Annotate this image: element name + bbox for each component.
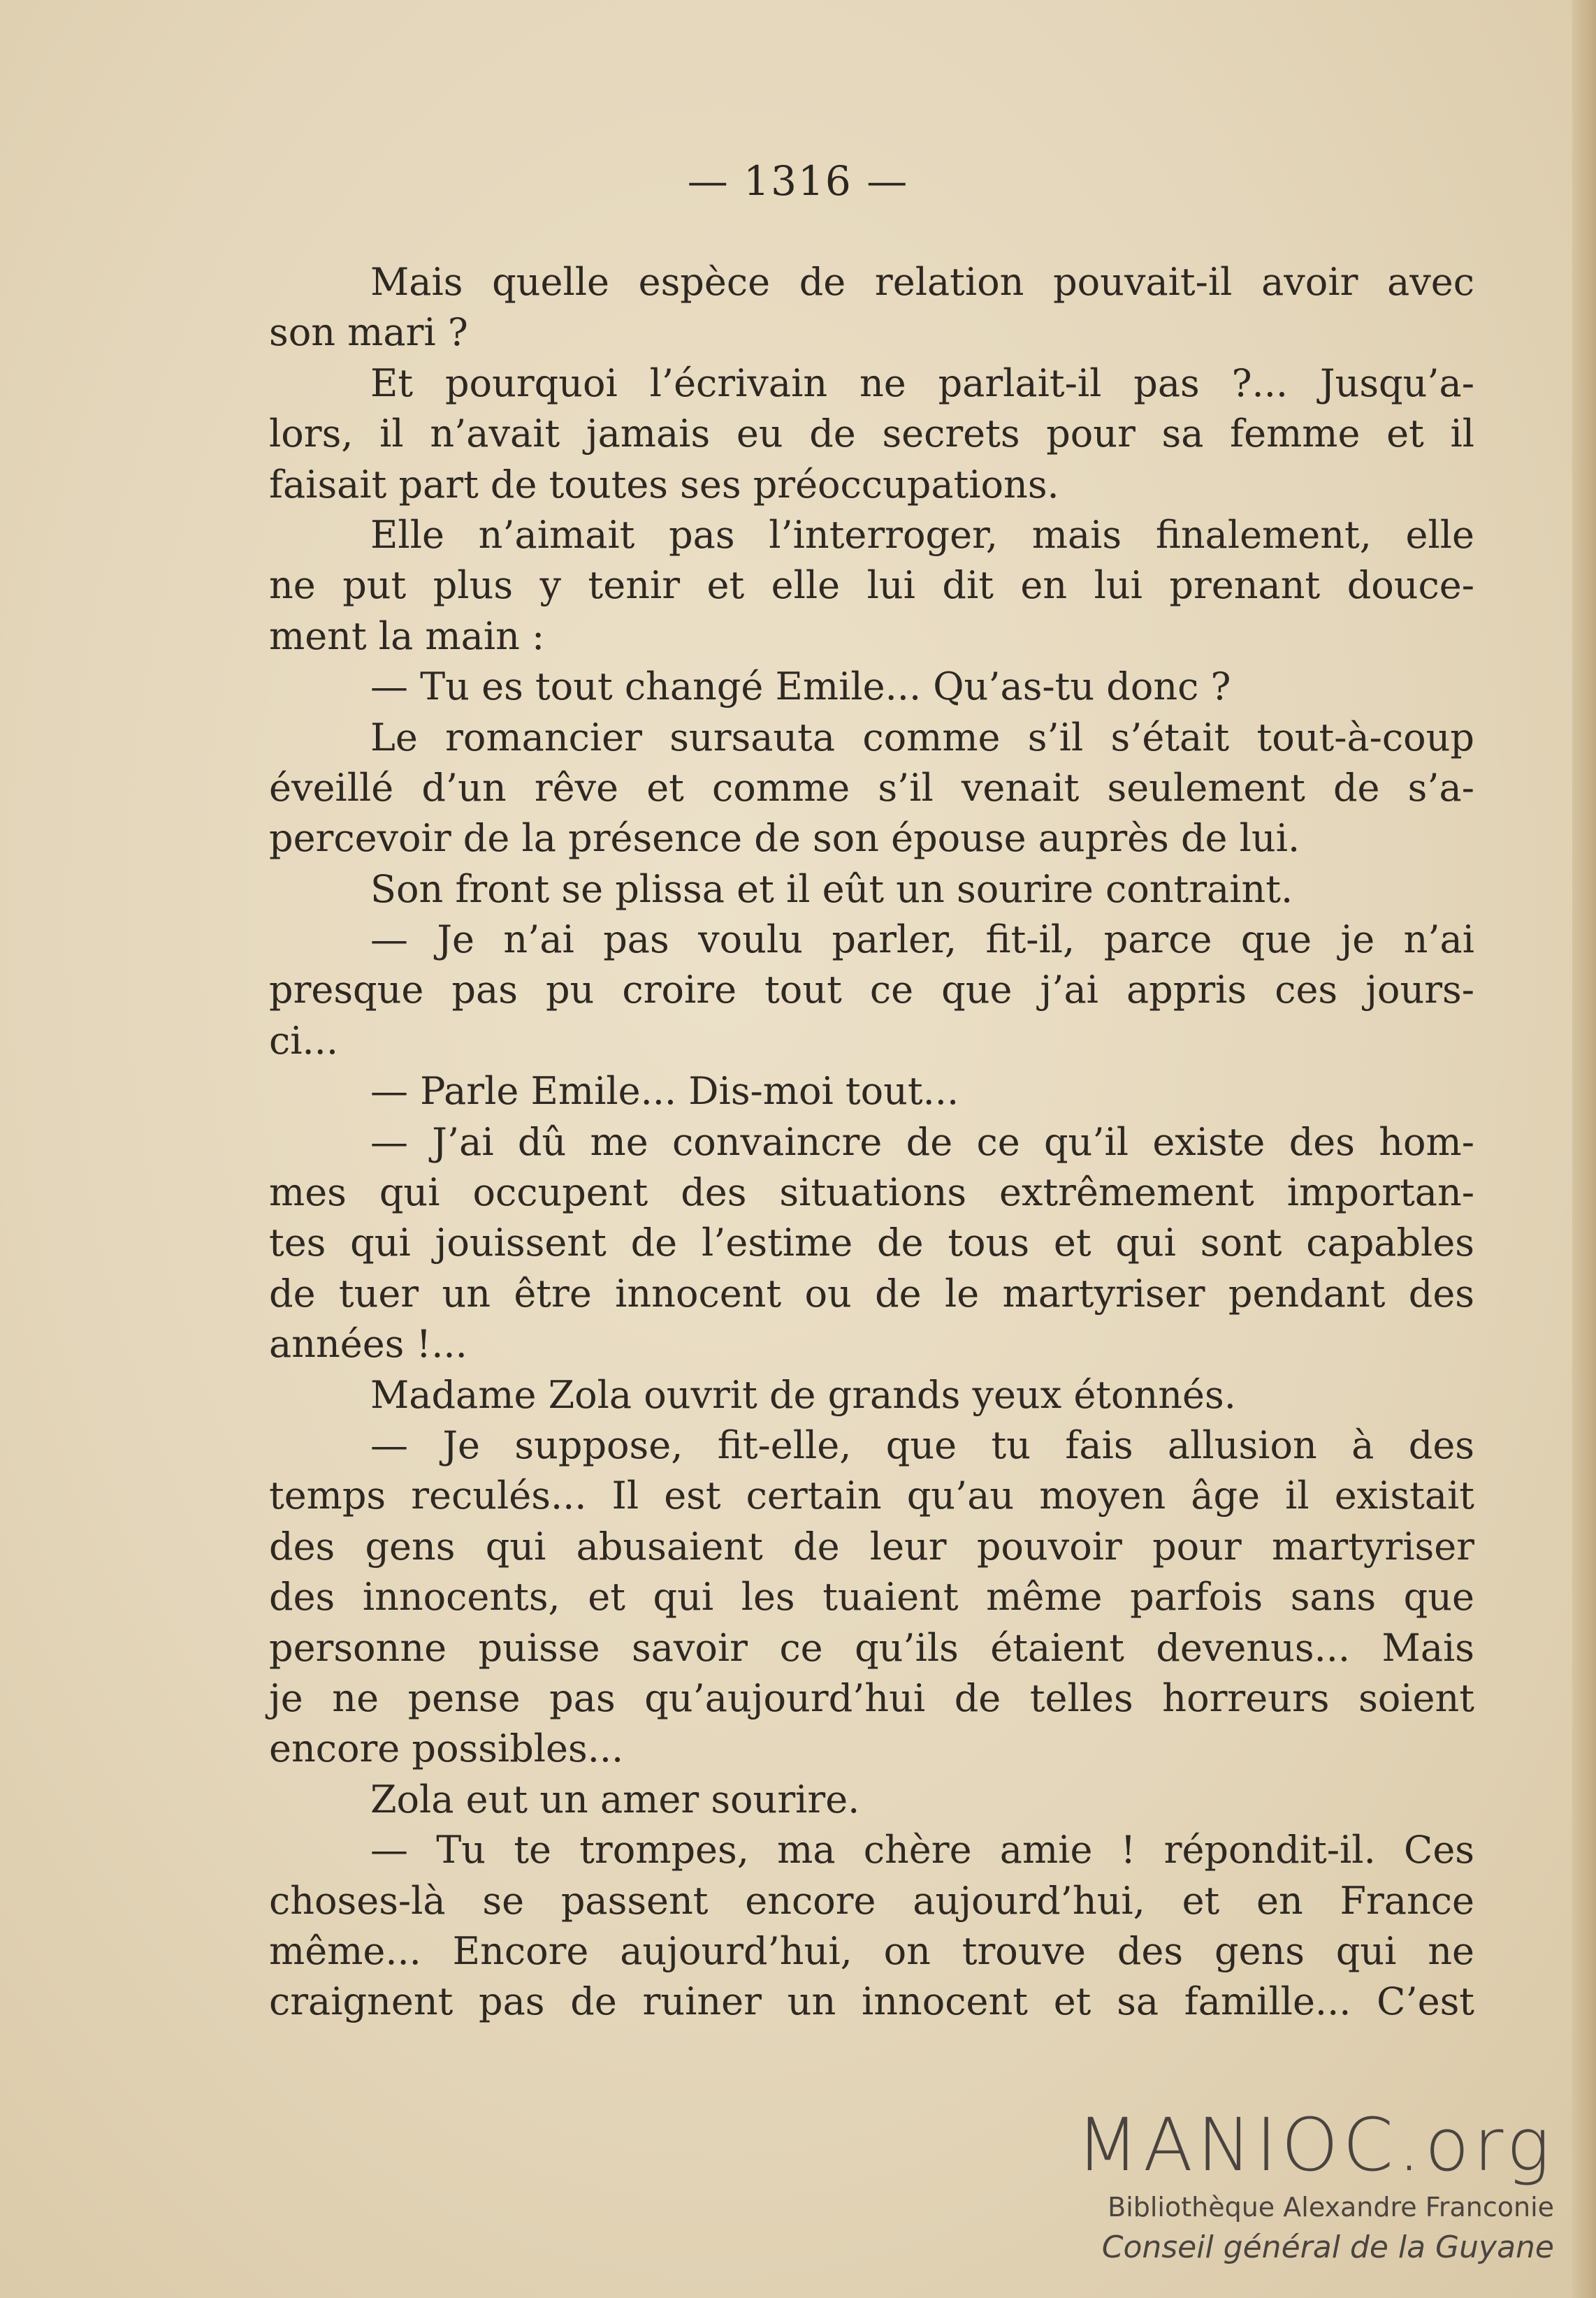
body-text <box>269 257 1474 2028</box>
page-number: — 1316 — <box>687 157 909 205</box>
council-name: Conseil général de la Guyane <box>1101 2230 1554 2265</box>
text-line: années !... <box>269 1322 467 1367</box>
text-line: Zola eut un amer sourire. <box>370 1777 860 1821</box>
text-line: presque pas pu croire tout ce que j’ai appris ces jours- <box>269 968 1474 1012</box>
text-line: — Je suppose, fit-elle, que tu fais allusion à des <box>370 1423 1474 1467</box>
text-line: Elle n’aimait pas l’interroger, mais finalement, elle <box>370 512 1474 557</box>
manioc-watermark <box>1023 2102 1554 2269</box>
text-line: de tuer un être innocent ou de le martyriser pendant des <box>269 1271 1474 1316</box>
text-line: je ne pense pas qu’aujourd’hui de telles horreurs soient <box>269 1675 1474 1720</box>
text-line: son mari ? <box>269 310 468 355</box>
text-line: des innocents, et qui les tuaient même parfois sans que <box>269 1575 1474 1620</box>
text-line: — J’ai dû me convaincre de ce qu’il existe des hom- <box>370 1119 1474 1164</box>
text-line: Et pourquoi l’écrivain ne parlait-il pas ?... Jusqu’a- <box>370 361 1474 405</box>
text-line: ment la main : <box>269 613 545 658</box>
text-line: ci... <box>269 1018 339 1063</box>
page-edge <box>1572 0 1596 2298</box>
text-line: tes qui jouissent de l’estime de tous et qui sont capables <box>269 1221 1474 1265</box>
text-line: — Je n’ai pas voulu parler, fit-il, parce que je n’ai <box>370 917 1474 962</box>
text-line: choses-là se passent encore aujourd’hui, et en France <box>269 1878 1474 1923</box>
text-line: ne put plus y tenir et elle lui dit en lui prenant douce- <box>269 563 1474 608</box>
text-line: personne puisse savoir ce qu’ils étaient devenus... Mais <box>269 1625 1474 1670</box>
text-line: des gens qui abusaient de leur pouvoir pour martyriser <box>269 1524 1474 1569</box>
text-line: encore possibles... <box>269 1726 624 1771</box>
text-line: percevoir de la présence de son épouse auprès de lui. <box>269 816 1300 861</box>
text-line: mes qui occupent des situations extrêmement importan- <box>269 1170 1474 1215</box>
text-line: — Tu es tout changé Emile... Qu’as-tu donc ? <box>370 664 1231 709</box>
text-line: faisait part de toutes ses préoccupations. <box>269 462 1059 507</box>
text-line: — Parle Emile... Dis-moi tout... <box>370 1069 959 1114</box>
text-line: Le romancier sursauta comme s’il s’était tout-à-coup <box>370 715 1474 759</box>
library-name: Bibliothèque Alexandre Franconie <box>1108 2192 1554 2223</box>
text-line: temps reculés... Il est certain qu’au moyen âge il existait <box>269 1474 1474 1518</box>
text-line: — Tu te trompes, ma chère amie ! répondit-il. Ces <box>370 1828 1474 1872</box>
text-line: craignent pas de ruiner un innocent et sa famille... C’est <box>269 1979 1474 2024</box>
text-line: Madame Zola ouvrit de grands yeux étonnés. <box>370 1372 1236 1417</box>
text-line: éveillé d’un rêve et comme s’il venait seulement de s’a- <box>269 765 1474 810</box>
text-line: même... Encore aujourd’hui, on trouve des gens qui ne <box>269 1928 1474 1973</box>
text-line: lors, il n’avait jamais eu de secrets pour sa femme et il <box>269 412 1474 456</box>
text-line: Son front se plissa et il eût un sourire contraint. <box>370 866 1293 911</box>
text-line: Mais quelle espèce de relation pouvait-il avoir avec <box>370 260 1474 304</box>
manioc-logo: MANIOC.org <box>1076 2102 1554 2188</box>
